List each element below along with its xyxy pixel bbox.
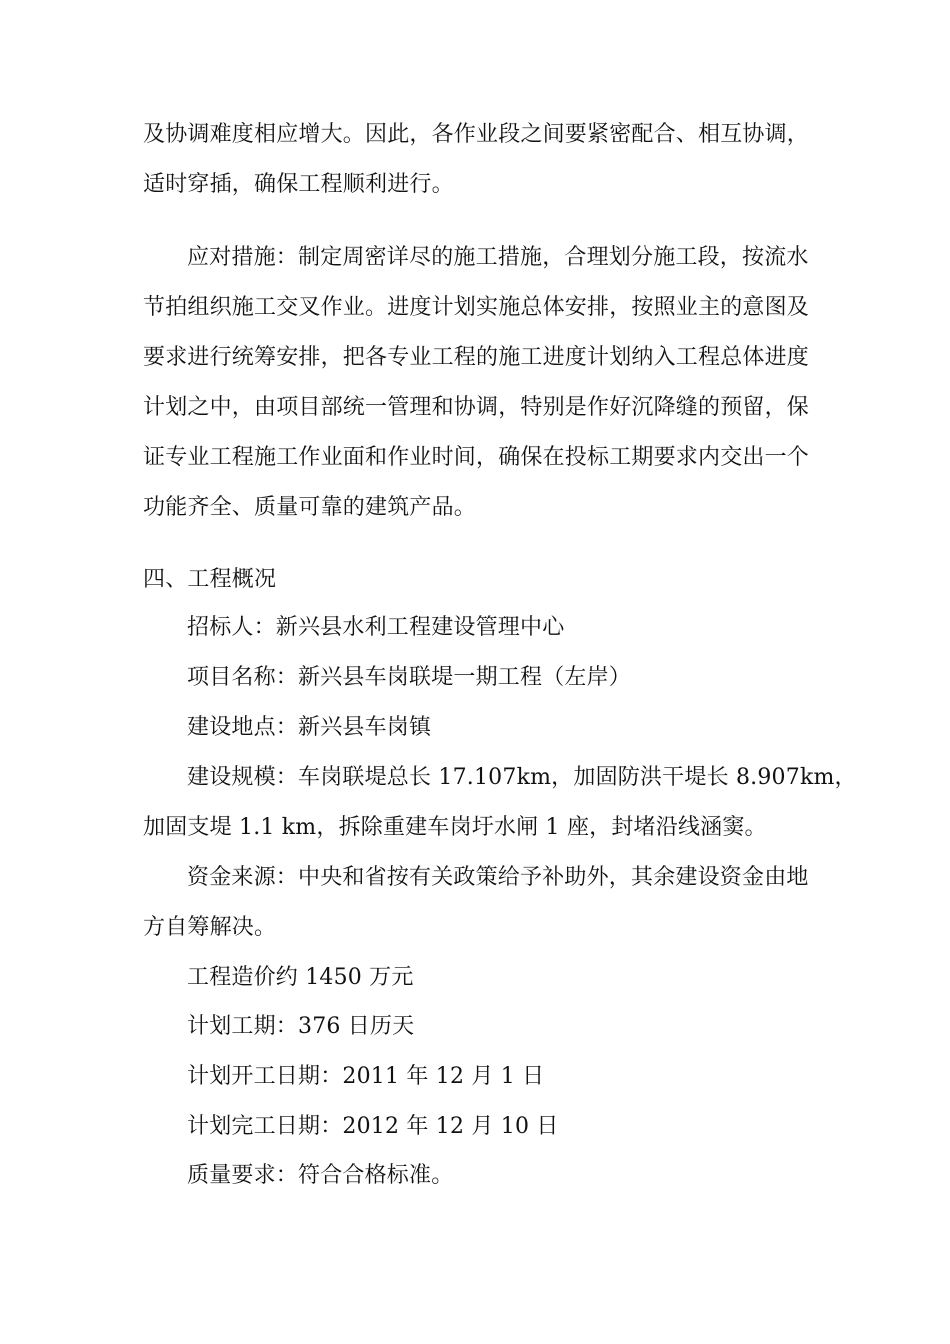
overview-scale-line2: 加固支堤 1.1 km，拆除重建车岗圩水闸 1 座，封堵沿线涵窦。: [143, 815, 767, 840]
overview-funding-line1: 资金来源：中央和省按有关政策给予补助外，其余建设资金由地: [187, 865, 809, 890]
overview-scale-line1: 建设规模：车岗联堤总长 17.107km，加固防洪干堤长 8.907km，: [187, 765, 857, 790]
overview-start-date: 计划开工日期：2011 年 12 月 1 日: [187, 1064, 545, 1089]
para2-line4: 计划之中，由项目部统一管理和协调，特别是作好沉降缝的预留，保: [143, 395, 810, 420]
para1-line2: 适时穿插，确保工程顺利进行。: [143, 172, 454, 197]
overview-quality: 质量要求：符合合格标准。: [187, 1163, 454, 1188]
para2-line2: 节拍组织施工交叉作业。进度计划实施总体安排，按照业主的意图及: [143, 295, 810, 320]
overview-end-date: 计划完工日期：2012 年 12 月 10 日: [187, 1114, 559, 1139]
para2-line5: 证专业工程施工作业面和作业时间，确保在投标工期要求内交出一个: [143, 445, 810, 470]
overview-tenderer: 招标人：新兴县水利工程建设管理中心: [187, 615, 565, 640]
para2-line1: 应对措施：制定周密详尽的施工措施，合理划分施工段，按流水: [187, 245, 809, 270]
para1-line1: 及协调难度相应增大。因此，各作业段之间要紧密配合、相互协调，: [143, 122, 810, 147]
section-heading: 四、工程概况: [143, 567, 277, 592]
overview-duration: 计划工期：376 日历天: [187, 1014, 415, 1039]
overview-funding-line2: 方自筹解决。: [143, 915, 277, 940]
overview-project-name: 项目名称：新兴县车岗联堤一期工程（左岸）: [187, 665, 632, 690]
para2-line6: 功能齐全、质量可靠的建筑产品。: [143, 495, 477, 520]
para2-line3: 要求进行统筹安排，把各专业工程的施工进度计划纳入工程总体进度: [143, 345, 810, 370]
overview-cost: 工程造价约 1450 万元: [187, 965, 414, 990]
overview-location: 建设地点：新兴县车岗镇: [187, 715, 432, 740]
